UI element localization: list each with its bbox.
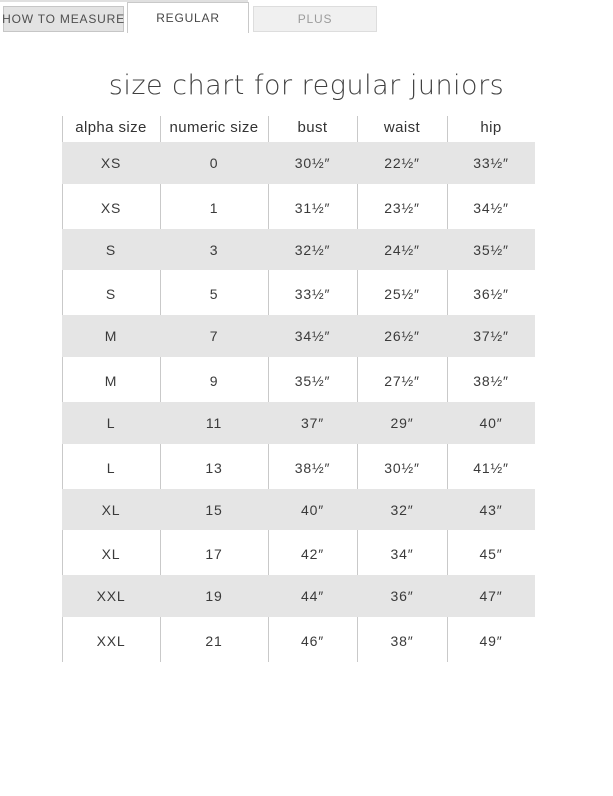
cell-alpha-size: XL [101, 501, 121, 518]
cell-alpha-size: M [104, 373, 118, 390]
cell-numeric-size: 19 [205, 588, 223, 605]
cell-alpha-size: L [106, 459, 116, 476]
cell-hip: 35½″ [473, 241, 509, 258]
cell-waist: 30½″ [384, 459, 420, 476]
cell-waist: 25½″ [384, 286, 420, 303]
cell-alpha-size: XXL [96, 633, 126, 650]
table-row [62, 533, 535, 575]
cell-bust: 30½″ [294, 154, 331, 171]
table-header-row [62, 112, 535, 142]
table-row [62, 229, 535, 274]
table-row [62, 187, 535, 229]
table-row [62, 447, 535, 489]
cell-bust: 38½″ [294, 459, 331, 476]
cell-bust: 40″ [301, 501, 324, 518]
table-body [62, 142, 535, 662]
cell-numeric-size: 5 [209, 286, 219, 303]
cell-hip: 33½″ [473, 154, 509, 171]
column-header-waist: waist [383, 118, 421, 136]
cell-alpha-size: L [106, 414, 116, 431]
cell-numeric-size: 21 [205, 633, 223, 650]
cell-numeric-size: 17 [205, 546, 223, 563]
table-row [62, 360, 535, 402]
cell-numeric-size: 0 [209, 154, 219, 171]
cell-bust: 44″ [301, 588, 324, 605]
cell-waist: 26½″ [384, 328, 420, 345]
cell-alpha-size: XL [101, 546, 121, 563]
column-header-bust: bust [297, 118, 328, 136]
cell-numeric-size: 1 [209, 199, 219, 216]
cell-waist: 29″ [390, 414, 414, 431]
table-row [62, 620, 535, 662]
cell-bust: 46″ [301, 633, 324, 650]
cell-hip: 40″ [479, 414, 503, 431]
cell-alpha-size: XXL [96, 588, 126, 605]
cell-hip: 45″ [479, 546, 503, 563]
cell-hip: 43″ [479, 501, 503, 518]
table-row [62, 142, 535, 187]
cell-waist: 23½″ [384, 199, 420, 216]
cell-waist: 34″ [390, 546, 414, 563]
cell-alpha-size: XS [100, 199, 122, 216]
table-row [62, 315, 535, 360]
table-row [62, 402, 535, 447]
cell-hip: 38½″ [473, 373, 509, 390]
cell-bust: 35½″ [294, 373, 331, 390]
tab-how-to-measure[interactable]: HOW TO MEASURE [3, 6, 124, 32]
tab-plus[interactable]: PLUS [253, 6, 377, 32]
cell-alpha-size: S [105, 286, 117, 303]
cell-bust: 32½″ [294, 241, 331, 258]
tab-regular[interactable]: REGULAR [127, 2, 249, 33]
cell-numeric-size: 7 [209, 328, 219, 345]
cell-numeric-size: 9 [209, 373, 219, 390]
cell-hip: 37½″ [473, 328, 509, 345]
cell-hip: 34½″ [473, 199, 509, 216]
cell-bust: 37″ [301, 414, 324, 431]
size-chart-table [62, 112, 535, 662]
table-row [62, 273, 535, 315]
column-header-alpha-size: alpha size [75, 118, 147, 136]
table-row [62, 489, 535, 534]
cell-waist: 36″ [390, 588, 414, 605]
cell-hip: 49″ [479, 633, 503, 650]
cell-waist: 22½″ [384, 154, 420, 171]
cell-hip: 41½″ [473, 459, 509, 476]
cell-hip: 47″ [479, 588, 503, 605]
cell-waist: 24½″ [384, 241, 420, 258]
cell-waist: 38″ [390, 633, 414, 650]
cell-hip: 36½″ [473, 286, 509, 303]
column-header-hip: hip [480, 118, 502, 136]
cell-bust: 42″ [301, 546, 324, 563]
cell-bust: 33½″ [294, 286, 331, 303]
cell-waist: 32″ [390, 501, 414, 518]
table-row [62, 575, 535, 620]
cell-numeric-size: 15 [205, 501, 223, 518]
cell-bust: 31½″ [294, 199, 331, 216]
cell-numeric-size: 11 [205, 414, 223, 431]
cell-numeric-size: 13 [205, 459, 223, 476]
cell-waist: 27½″ [384, 373, 420, 390]
column-header-numeric-size: numeric size [169, 118, 259, 136]
cell-alpha-size: S [105, 241, 117, 258]
page-title: size chart for regular juniors [108, 70, 505, 101]
cell-numeric-size: 3 [209, 241, 219, 258]
cell-bust: 34½″ [294, 328, 331, 345]
cell-alpha-size: XS [100, 154, 122, 171]
cell-alpha-size: M [104, 328, 118, 345]
